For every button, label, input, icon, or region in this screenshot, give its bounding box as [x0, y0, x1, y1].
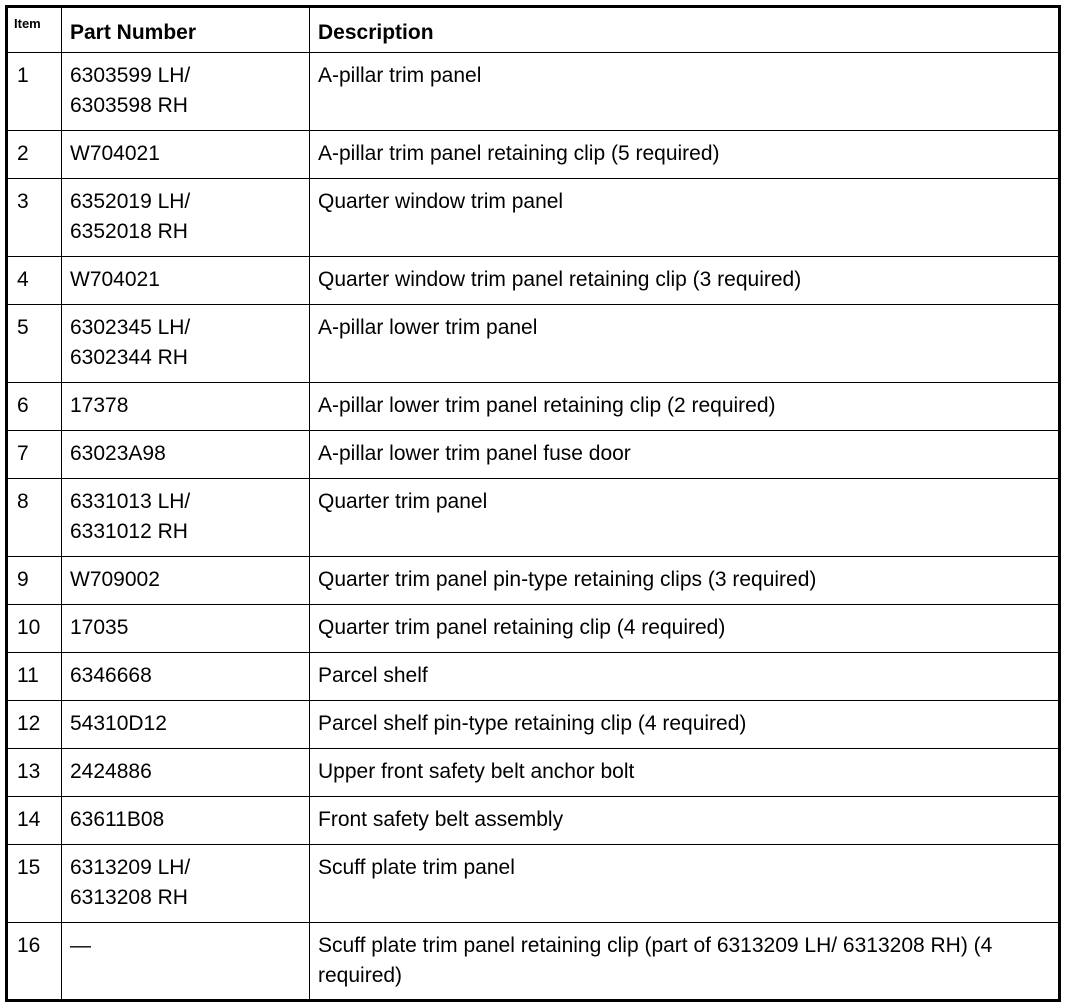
description-column-header: Description [310, 7, 1060, 53]
item-number-cell: 15 [7, 845, 62, 923]
part-number-line: 6331013 LH/ [70, 490, 191, 513]
part-number-cell [62, 383, 310, 431]
part-number-line: 6313209 LH/ [70, 856, 191, 879]
part-number-line: W709002 [70, 568, 160, 591]
table-row [7, 257, 1060, 305]
part-number-line: W704021 [70, 142, 160, 165]
description-cell: Quarter trim panel pin-type retaining clips (3 required) [310, 557, 1060, 605]
description-cell: Parcel shelf [310, 653, 1060, 701]
description-cell: Upper front safety belt anchor bolt [310, 749, 1060, 797]
part-number-line: 6352018 RH [70, 220, 188, 243]
part-number-cell [62, 557, 310, 605]
part-number-cell [62, 605, 310, 653]
description-cell: A-pillar trim panel retaining clip (5 required) [310, 131, 1060, 179]
part-number-line: W704021 [70, 268, 160, 291]
item-number-cell: 16 [7, 923, 62, 1001]
part-number-line: 54310D12 [70, 712, 167, 735]
part-number-cell [62, 653, 310, 701]
table-row [7, 557, 1060, 605]
item-number-cell: 4 [7, 257, 62, 305]
part-number-column-header: Part Number [62, 7, 310, 53]
part-number-cell [62, 845, 310, 923]
part-number-cell [62, 305, 310, 383]
part-number-line: — [70, 934, 91, 957]
item-number-cell: 3 [7, 179, 62, 257]
item-number-cell: 10 [7, 605, 62, 653]
part-number-cell [62, 797, 310, 845]
description-cell: Front safety belt assembly [310, 797, 1060, 845]
part-number-line: 2424886 [70, 760, 152, 783]
description-cell: Quarter window trim panel [310, 179, 1060, 257]
part-number-cell [62, 131, 310, 179]
item-number-cell: 2 [7, 131, 62, 179]
item-column-header: Item [7, 7, 62, 53]
description-cell: A-pillar lower trim panel retaining clip (2 required) [310, 383, 1060, 431]
part-number-line: 6313208 RH [70, 886, 188, 909]
item-number-cell: 6 [7, 383, 62, 431]
part-number-cell [62, 179, 310, 257]
part-number-cell [62, 257, 310, 305]
item-number-cell: 8 [7, 479, 62, 557]
part-number-line: 6303598 RH [70, 94, 188, 117]
table-row [7, 605, 1060, 653]
description-cell: A-pillar trim panel [310, 53, 1060, 131]
description-cell: Quarter window trim panel retaining clip (3 required) [310, 257, 1060, 305]
table-header-row [7, 7, 1060, 53]
description-cell: A-pillar lower trim panel fuse door [310, 431, 1060, 479]
table-row [7, 797, 1060, 845]
parts-table [5, 5, 1061, 1002]
part-number-line: 6346668 [70, 664, 152, 687]
item-number-cell: 5 [7, 305, 62, 383]
part-number-line: 6303599 LH/ [70, 64, 191, 87]
part-number-line: 63023A98 [70, 442, 166, 465]
table-row [7, 749, 1060, 797]
description-cell: Quarter trim panel retaining clip (4 required) [310, 605, 1060, 653]
item-number-cell: 7 [7, 431, 62, 479]
part-number-line: 17378 [70, 394, 129, 417]
part-number-line: 6302344 RH [70, 346, 188, 369]
part-number-cell [62, 479, 310, 557]
part-number-line: 6302345 LH/ [70, 316, 191, 339]
table-row [7, 179, 1060, 257]
part-number-cell [62, 701, 310, 749]
table-row [7, 305, 1060, 383]
table-row [7, 701, 1060, 749]
part-number-cell [62, 53, 310, 131]
description-cell: Parcel shelf pin-type retaining clip (4 required) [310, 701, 1060, 749]
table-row [7, 653, 1060, 701]
item-number-cell: 1 [7, 53, 62, 131]
part-number-line: 63611B08 [70, 808, 165, 831]
item-number-cell: 11 [7, 653, 62, 701]
item-number-cell: 13 [7, 749, 62, 797]
description-cell: A-pillar lower trim panel [310, 305, 1060, 383]
part-number-line: 6352019 LH/ [70, 190, 191, 213]
table-row [7, 383, 1060, 431]
table-row [7, 431, 1060, 479]
item-number-cell: 9 [7, 557, 62, 605]
part-number-cell [62, 431, 310, 479]
part-number-line: 6331012 RH [70, 520, 188, 543]
description-cell: Scuff plate trim panel [310, 845, 1060, 923]
table-row [7, 131, 1060, 179]
table-row [7, 479, 1060, 557]
description-cell: Scuff plate trim panel retaining clip (part of 6313209 LH/ 6313208 RH) (4 required) [310, 923, 1060, 1001]
part-number-cell [62, 749, 310, 797]
part-number-line: 17035 [70, 616, 129, 639]
part-number-cell [62, 923, 310, 1001]
table-row [7, 53, 1060, 131]
table-row [7, 845, 1060, 923]
description-cell: Quarter trim panel [310, 479, 1060, 557]
table-row [7, 923, 1060, 1001]
item-number-cell: 14 [7, 797, 62, 845]
item-number-cell: 12 [7, 701, 62, 749]
